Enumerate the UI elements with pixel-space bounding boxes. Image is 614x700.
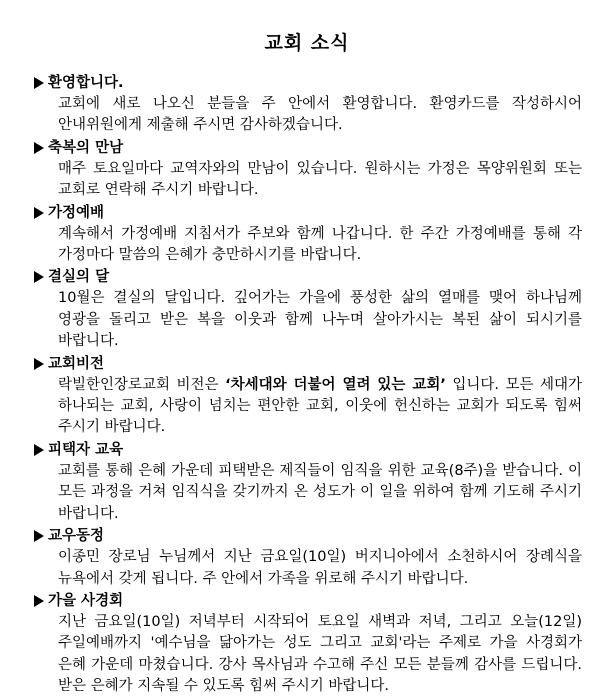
news-heading (34, 202, 582, 224)
news-heading-text: 가정예배 (48, 204, 105, 221)
news-body: 10월은 결실의 달입니다. 깊어가는 가을에 풍성한 삶의 열매를 맺어 하나님께 영광을 돌리고 받은 복을 이웃과 함께 나누며 살아가시는 복된 삶이 되시기를 바랍니다. (58, 290, 582, 350)
triangle-bullet-icon (34, 271, 44, 283)
news-body-text: 입니다. 모든 세대가 하나되는 교회, 사랑이 넘치는 편안한 교회, 이웃에 헌신하는 교회가 되도록 힘써 주시기 바랍니다. (58, 376, 582, 436)
triangle-bullet-icon (34, 207, 44, 219)
news-heading (34, 590, 582, 612)
news-heading (34, 266, 582, 288)
news-body: 지난 금요일(10일) 저녁부터 시작되어 토요일 새벽과 저녁, 그리고 오늘(12일) 주일예배까지 '예수님을 닮아가는 성도 그리고 교회'라는 주제로 가을 사경회가 은혜 가운데 마쳤습니다. 강사 목사님과 수고해 주신 모든 분들께 감사를 드립니다. 받은 은혜가 지속될 수 있도록 힘써 주시기 바랍니다. (58, 613, 582, 695)
news-heading-text: 결실의 달 (48, 269, 110, 286)
news-item-autumn-revival (34, 590, 582, 698)
vision-statement: ‘차세대와 더불어 열려 있는 교회’ (225, 376, 446, 393)
news-item-blessed-meeting (34, 137, 582, 202)
news-item-member-news (34, 525, 582, 590)
triangle-bullet-icon (34, 358, 44, 370)
news-body: 이종민 장로님 누님께서 지난 금요일(10일) 버지니아에서 소천하시어 장례식을 뉴욕에서 갖게 됩니다. 주 안에서 가족을 위로해 주시기 바랍니다. (58, 549, 582, 587)
triangle-bullet-icon (34, 444, 44, 456)
triangle-bullet-icon (34, 595, 44, 607)
triangle-bullet-icon (34, 77, 44, 89)
news-body: 매주 토요일마다 교역자와의 만남이 있습니다. 원하시는 가정은 목양위원회 또는 교회로 연락해 주시기 바랍니다. (58, 160, 582, 199)
news-list (34, 72, 582, 698)
news-heading (34, 525, 582, 547)
news-heading-text: 가을 사경회 (48, 592, 124, 609)
news-heading (34, 72, 582, 94)
news-body: 계속해서 가정예배 지침서가 주보와 함께 나갑니다. 한 주간 가정예배를 통해 각 가정마다 말씀의 은혜가 충만하시기를 바랍니다. (58, 225, 582, 264)
news-heading (34, 353, 582, 375)
news-body-text: 락빌한인장로교회 비전은 (58, 376, 226, 393)
news-heading-text: 환영합니다. (48, 75, 124, 91)
news-body: 교회를 통해 은혜 가운데 피택받은 제직들이 임직을 위한 교육(8주)을 받습니다. 이 모든 과정을 거쳐 임직식을 갖기까지 온 성도가 이 일을 위하여 함께 기도해 주시기 바랍니다. (58, 462, 582, 522)
news-item-harvest-month (34, 266, 582, 352)
news-heading-text: 축복의 만남 (48, 139, 124, 156)
news-heading-text: 교회비전 (48, 355, 105, 372)
news-body: 교회에 새로 나오신 분들을 주 안에서 환영합니다. 환영카드를 작성하시어 안내위원에게 제출해 주시면 감사하겠습니다. (58, 96, 582, 134)
news-heading-text: 피택자 교육 (48, 441, 124, 458)
news-item-welcome (34, 72, 582, 137)
news-body (58, 375, 582, 439)
news-item-family-worship (34, 202, 582, 267)
triangle-bullet-icon (34, 142, 44, 154)
news-heading (34, 439, 582, 461)
news-item-elect-training (34, 439, 582, 525)
page-title: 교회 소식 (264, 32, 350, 54)
news-item-church-vision (34, 353, 582, 439)
news-heading-text: 교우동정 (48, 528, 105, 545)
triangle-bullet-icon (34, 530, 44, 542)
news-heading (34, 137, 582, 159)
